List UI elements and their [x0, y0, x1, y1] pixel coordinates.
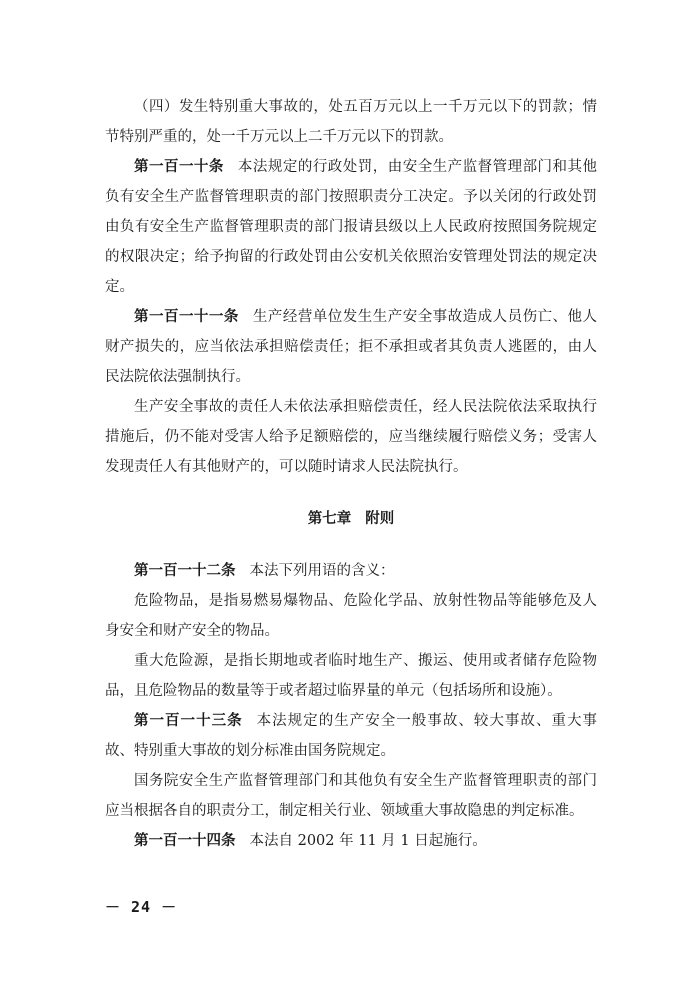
article-label: 第一百一十一条 — [134, 308, 239, 325]
article-label: 第一百一十条 — [134, 158, 224, 175]
article-111 — [105, 302, 597, 392]
article-text: 本法自 2002 年 11 月 1 日起施行。 — [249, 833, 487, 849]
definition-dangerous-goods: 危险物品，是指易燃易爆物品、危险化学品、放射性物品等能够危及人身安全和财产安全的物品。 — [105, 593, 597, 639]
article-110 — [105, 152, 597, 302]
article-label: 第一百一十四条 — [134, 832, 236, 849]
article-text: 本法规定的生产安全一般事故、较大事故、重大事故、特别重大事故的划分标准由国务院规定。 — [105, 713, 597, 759]
article-112 — [105, 556, 597, 586]
article-text: 本法下列用语的含义： — [249, 563, 395, 579]
article-114 — [105, 826, 597, 856]
article-text: 本法规定的行政处罚，由安全生产监督管理部门和其他负有安全生产监督管理职责的部门按照职责分工决定。予以关闭的行政处罚由负有安全生产监督管理职责的部门报请县级以上人民政府按照国务院规定的权限决定；给予拘留的行政处罚由公安机关依照治安管理处罚法的规定决定。 — [105, 159, 598, 295]
page-number: － 24 － — [105, 898, 178, 916]
article-111-paragraph-2: 生产安全事故的责任人未依法承担赔偿责任，经人民法院依法采取执行措施后，仍不能对受害人给予足额赔偿的，应当继续履行赔偿义务；受害人发现责任人有其他财产的，可以随时请求人民法院执行。 — [105, 399, 597, 475]
document-body — [105, 92, 597, 856]
definition-major-hazard: 重大危险源，是指长期地或者临时地生产、搬运、使用或者储存危险物品，且危险物品的数量等于或者超过临界量的单元（包括场所和设施）。 — [105, 653, 597, 699]
chapter-heading — [105, 482, 597, 556]
chapter-title: 附则 — [365, 510, 395, 527]
article-113-paragraph-2: 国务院安全生产监督管理部门和其他负有安全生产监督管理职责的部门应当根据各自的职责分工，制定相关行业、领域重大事故隐患的判定标准。 — [105, 773, 597, 819]
paragraph-penalty-4: （四）发生特别重大事故的，处五百万元以上一千万元以下的罚款；情节特别严重的，处一千万元以上二千万元以下的罚款。 — [105, 99, 597, 145]
chapter-number: 第七章 — [307, 510, 352, 527]
article-label: 第一百一十三条 — [134, 712, 243, 729]
article-label: 第一百一十二条 — [134, 562, 236, 579]
article-text: 生产经营单位发生生产安全事故造成人员伤亡、他人财产损失的，应当依法承担赔偿责任；拒不承担或者其负责人逃匿的，由人民法院依法强制执行。 — [105, 309, 598, 385]
article-113 — [105, 706, 597, 766]
